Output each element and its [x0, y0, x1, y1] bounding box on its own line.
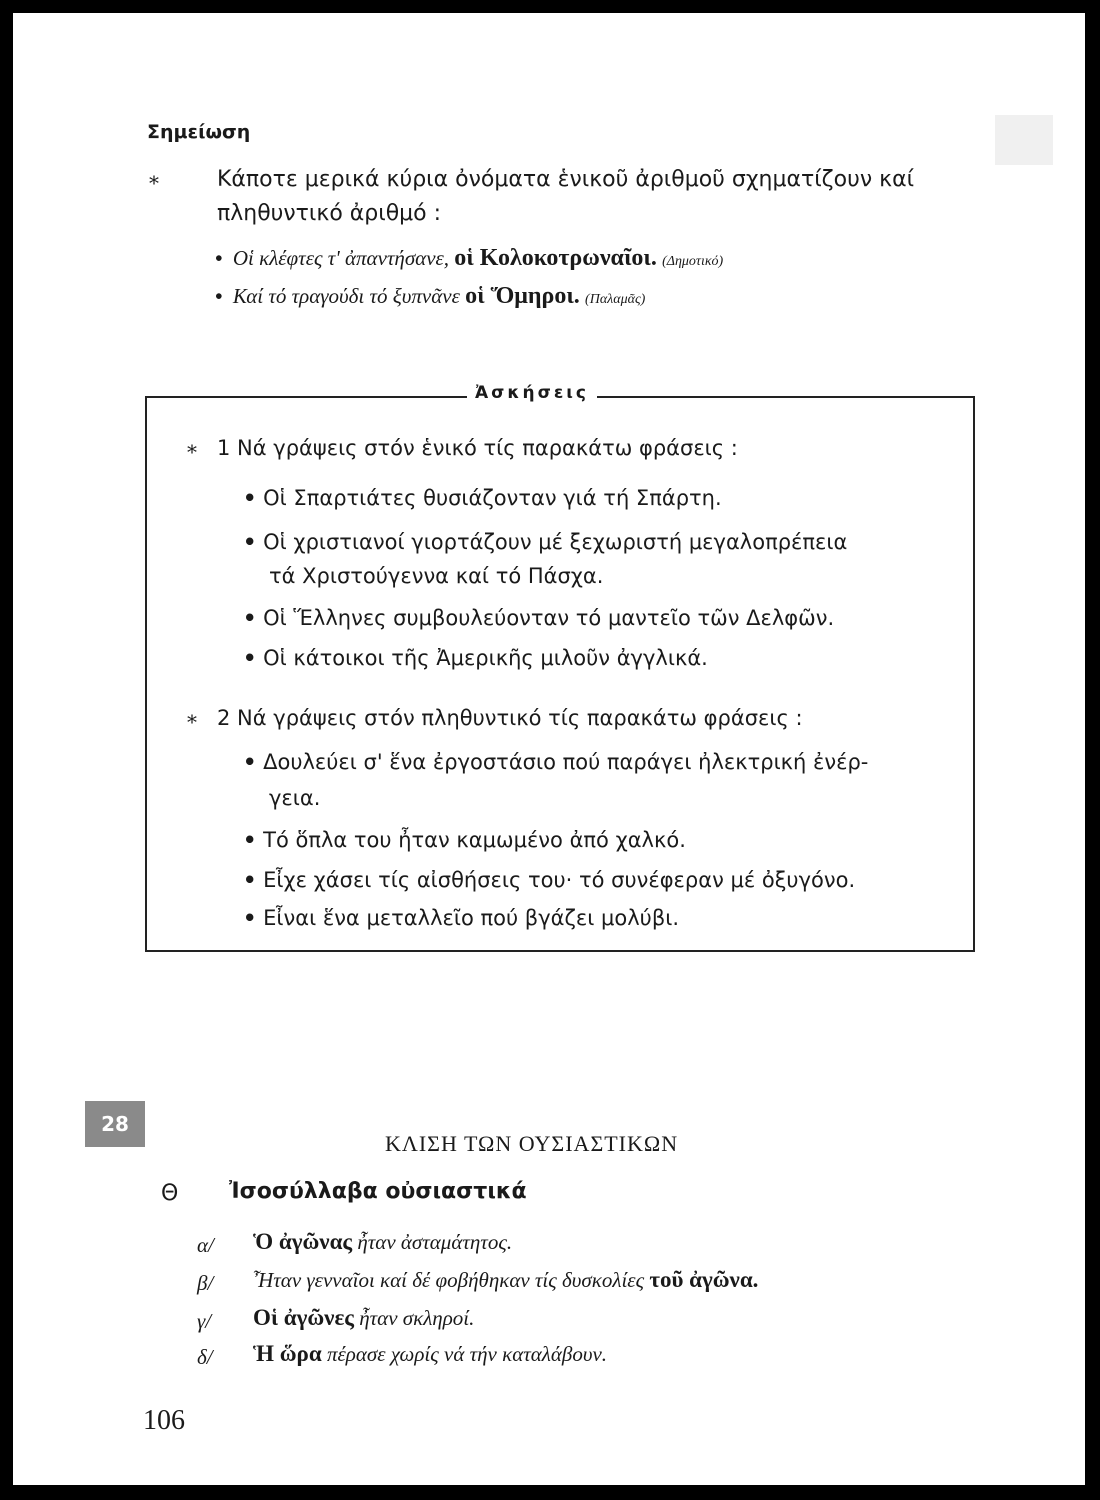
ex1-item-4-text: Οἱ κάτοικοι τῆς Ἀμερικῆς μιλοῦν ἀγγλικά.: [263, 646, 708, 670]
exercises-box: [145, 383, 975, 952]
example-d-bold: Ἡ ὥρα: [253, 1341, 322, 1366]
ex1-heading: 1 Νά γράψεις στόν ἑνικό τίς παρακάτω φράσεις :: [217, 436, 738, 460]
example-label-b: β/: [197, 1271, 214, 1295]
example-d-text: πέρασε χωρίς νά τήν καταλάβουν.: [321, 1342, 608, 1366]
book-page: [13, 13, 1085, 1485]
example-label-d: δ/: [197, 1345, 213, 1369]
example-sentence-c: [253, 1305, 474, 1331]
note-title: Σημείωση: [147, 121, 251, 143]
ex1-star: *: [187, 440, 197, 464]
show-through-mark: [995, 115, 1053, 165]
ex2-item-1-cont: γεια.: [269, 786, 321, 810]
exercises-title: Ἀσκήσεις: [467, 383, 597, 403]
note-example-1-source: (Δημοτικό): [662, 254, 724, 269]
ex2-item-3: • Εἶχε χάσει τίς αἰσθήσεις του· τό συνέφεραν μέ ὀξυγόνο.: [243, 868, 856, 892]
example-c-text: ἦταν σκληροί.: [353, 1306, 475, 1330]
note-star: *: [149, 171, 159, 195]
ex2-item-4: • Εἶναι ἕνα μεταλλεῖο πού βγάζει μολύβι.: [243, 906, 680, 930]
section-number-badge: 28: [85, 1101, 145, 1147]
ex2-item-1: • Δουλεύει σ' ἕνα ἐργοστάσιο πού παράγει ἠλεκτρική ἐνέρ-: [243, 750, 869, 774]
ex2-item-1-text: Δουλεύει σ' ἕνα ἐργοστάσιο πού παράγει ἠλεκτρική ἐνέρ-: [263, 750, 869, 774]
example-a-bold: Ὁ ἀγῶνας: [253, 1229, 353, 1254]
ex2-heading: 2 Νά γράψεις στόν πληθυντικό τίς παρακάτω φράσεις :: [217, 706, 803, 730]
note-example-2-italic: Καί τό τραγούδι τό ξυπνᾶνε: [232, 284, 460, 308]
ex2-item-2: • Τό ὅπλα του ἦταν καμωμένο ἀπό χαλκό.: [243, 828, 686, 852]
note-line-2: πληθυντικό ἀριθμό :: [217, 201, 442, 226]
example-b-bold: τοῦ ἀγῶνα.: [649, 1267, 759, 1292]
note-example-2-source: (Παλαμᾶς): [585, 292, 646, 307]
example-sentence-b: [253, 1267, 758, 1293]
example-sentence-d: [253, 1341, 607, 1367]
ex1-item-1: • Οἱ Σπαρτιάτες θυσιάζονταν γιά τή Σπάρτη.: [243, 486, 722, 510]
note-example-1-bold: οἱ Κολοκοτρωναῖοι.: [454, 245, 657, 271]
note-example-2: • Καί τό τραγούδι τό ξυπνᾶνε οἱ Ὅμηροι. (Παλαμᾶς): [215, 283, 646, 309]
ex2-item-3-text: Εἶχε χάσει τίς αἰσθήσεις του· τό συνέφεραν μέ ὀξυγόνο.: [263, 868, 856, 892]
example-c-bold: Οἱ ἀγῶνες: [253, 1305, 354, 1330]
example-sentence-a: [253, 1229, 512, 1255]
note-line-1: Κάποτε μερικά κύρια ὀνόματα ἑνικοῦ ἀριθμοῦ σχηματίζουν καί: [217, 167, 915, 192]
example-b-text: Ἦταν γενναῖοι καί δέ φοβήθηκαν τίς δυσκολίες: [253, 1268, 650, 1292]
note-example-2-bold: οἱ Ὅμηροι.: [465, 283, 580, 309]
ex2-item-2-text: Τό ὅπλα του ἦταν καμωμένο ἀπό χαλκό.: [263, 828, 686, 852]
section-subtitle: Ἰσοσύλλαβα οὐσιαστικά: [229, 1179, 527, 1204]
ex1-item-2-text: Οἱ χριστιανοί γιορτάζουν μέ ξεχωριστή μεγαλοπρέπεια: [263, 530, 848, 554]
ex1-item-2: • Οἱ χριστιανοί γιορτάζουν μέ ξεχωριστή μεγαλοπρέπεια: [243, 530, 848, 554]
example-label-c: γ/: [197, 1309, 212, 1333]
ex1-item-3: • Οἱ Ἕλληνες συμβουλεύονταν τό μαντεῖο τῶν Δελφῶν.: [243, 606, 835, 630]
ex1-item-4: • Οἱ κάτοικοι τῆς Ἀμερικῆς μιλοῦν ἀγγλικά.: [243, 646, 708, 670]
example-a-text: ἦταν ἀσταμάτητος.: [352, 1230, 513, 1254]
ex1-item-2-cont: τά Χριστούγεννα καί τό Πάσχα.: [269, 564, 604, 588]
example-label-a: α/: [197, 1233, 214, 1257]
note-example-1: • Οἱ κλέφτες τ' ἀπαντήσανε, οἱ Κολοκοτρωναῖοι. (Δημοτικό): [215, 245, 724, 271]
section-letter: Θ: [161, 1181, 179, 1206]
ex2-item-4-text: Εἶναι ἕνα μεταλλεῖο πού βγάζει μολύβι.: [263, 906, 680, 930]
chapter-title: ΚΛΙΣΗ ΤΩΝ ΟΥΣΙΑΣΤΙΚΩΝ: [385, 1131, 679, 1156]
note-example-1-italic: Οἱ κλέφτες τ' ἀπαντήσανε,: [232, 246, 450, 270]
ex2-star: *: [187, 710, 197, 734]
page-number: 106: [143, 1405, 185, 1436]
ex1-item-3-text: Οἱ Ἕλληνες συμβουλεύονταν τό μαντεῖο τῶν Δελφῶν.: [263, 606, 835, 630]
ex1-item-1-text: Οἱ Σπαρτιάτες θυσιάζονταν γιά τή Σπάρτη.: [263, 486, 722, 510]
